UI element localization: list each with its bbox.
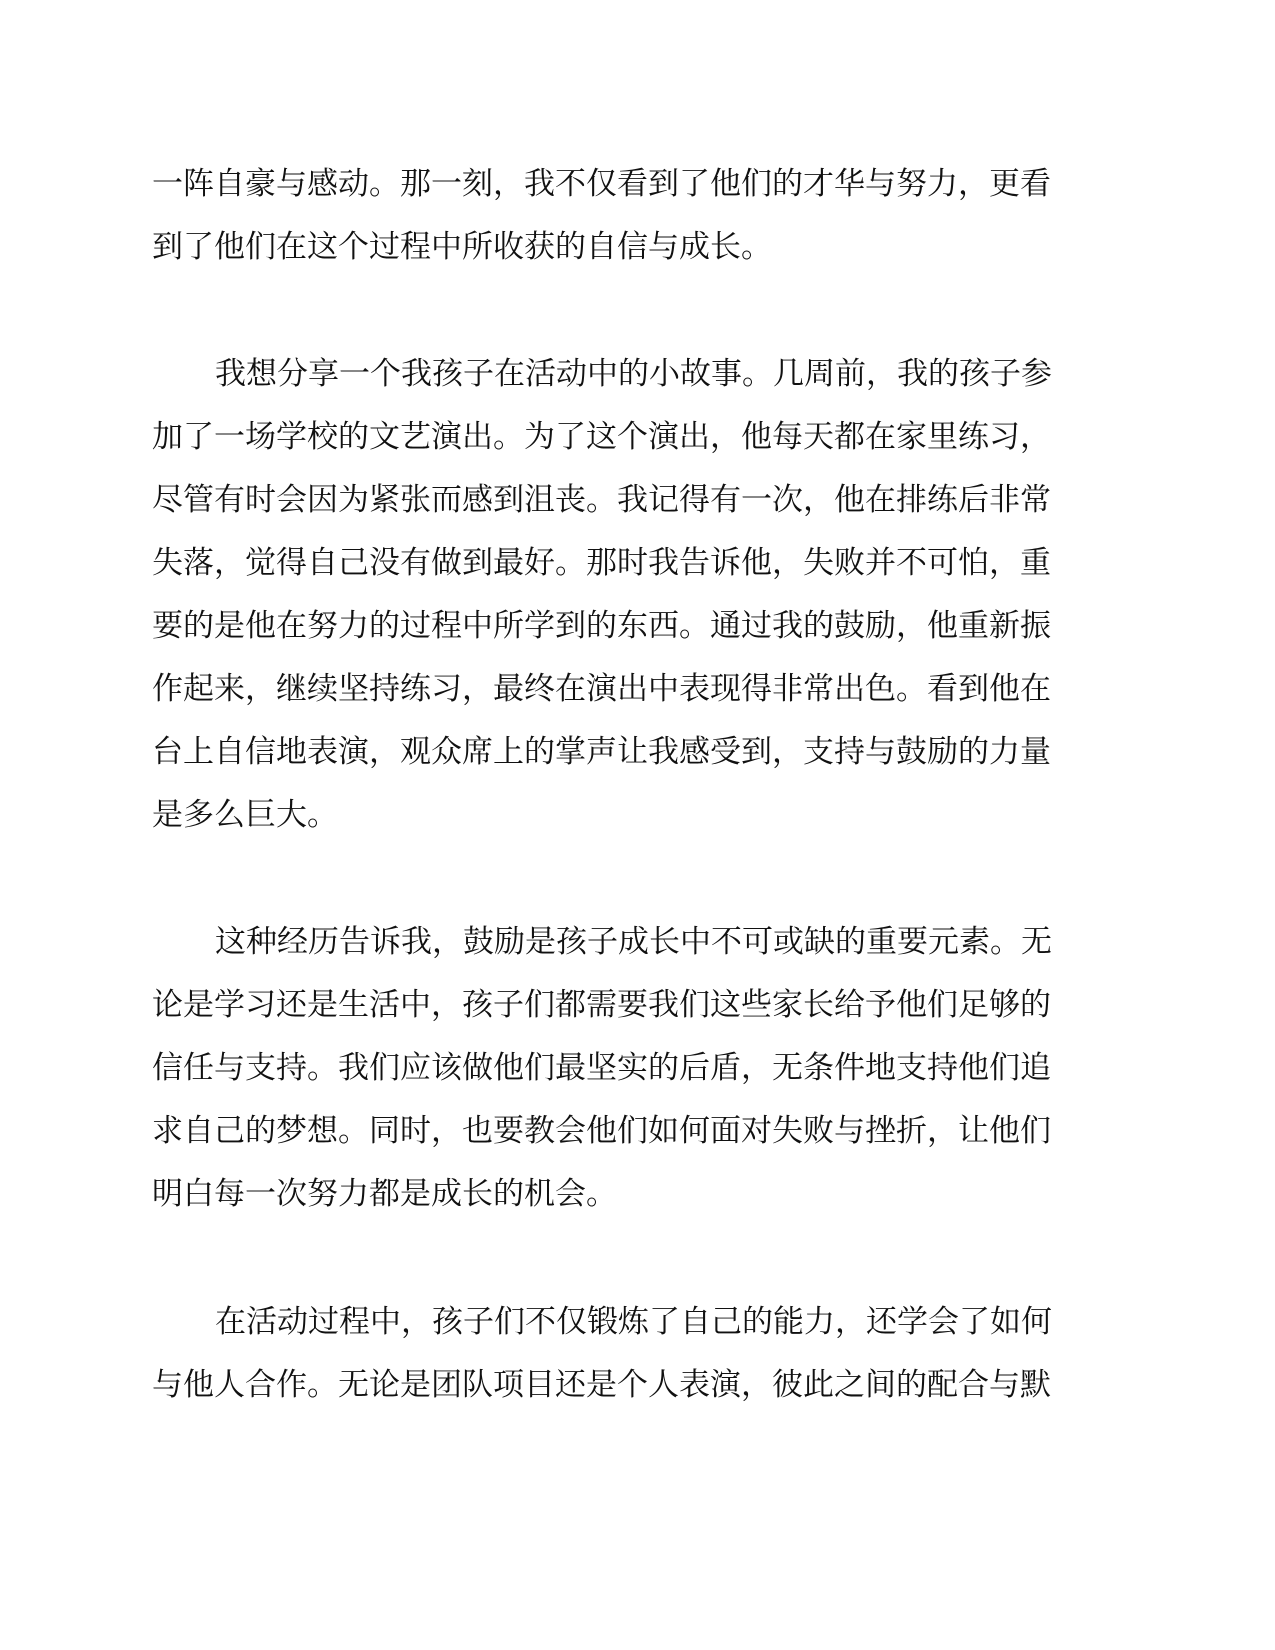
text-line: 失落，觉得自己没有做到最好。那时我告诉他，失败并不可怕，重 bbox=[152, 545, 1051, 581]
text-line: 到了他们在这个过程中所收获的自信与成长。 bbox=[152, 229, 772, 265]
text-line: 要的是他在努力的过程中所学到的东西。通过我的鼓励，他重新振 bbox=[152, 608, 1051, 644]
text-line: 是多么巨大。 bbox=[152, 797, 338, 833]
text-line: 信任与支持。我们应该做他们最坚实的后盾，无条件地支持他们追 bbox=[152, 1050, 1051, 1086]
text-line: 与他人合作。无论是团队项目还是个人表演，彼此之间的配合与默 bbox=[152, 1367, 1051, 1403]
text-line: 在活动过程中，孩子们不仅锻炼了自己的能力，还学会了如何 bbox=[215, 1304, 1052, 1340]
text-line: 这种经历告诉我，鼓励是孩子成长中不可或缺的重要元素。无 bbox=[215, 924, 1052, 960]
text-line: 作起来，继续坚持练习，最终在演出中表现得非常出色。看到他在 bbox=[152, 671, 1051, 707]
text-line: 明白每一次努力都是成长的机会。 bbox=[152, 1176, 617, 1212]
text-line: 尽管有时会因为紧张而感到沮丧。我记得有一次，他在排练后非常 bbox=[152, 482, 1051, 518]
text-line: 加了一场学校的文艺演出。为了这个演出，他每天都在家里练习， bbox=[152, 419, 1051, 455]
text-line: 台上自信地表演，观众席上的掌声让我感受到，支持与鼓励的力量 bbox=[152, 734, 1051, 770]
text-line: 一阵自豪与感动。那一刻，我不仅看到了他们的才华与努力，更看 bbox=[152, 166, 1051, 202]
text-line: 论是学习还是生活中，孩子们都需要我们这些家长给予他们足够的 bbox=[152, 987, 1051, 1023]
text-line: 我想分享一个我孩子在活动中的小故事。几周前，我的孩子参 bbox=[215, 356, 1052, 392]
text-line: 求自己的梦想。同时，也要教会他们如何面对失败与挫折，让他们 bbox=[152, 1113, 1051, 1149]
